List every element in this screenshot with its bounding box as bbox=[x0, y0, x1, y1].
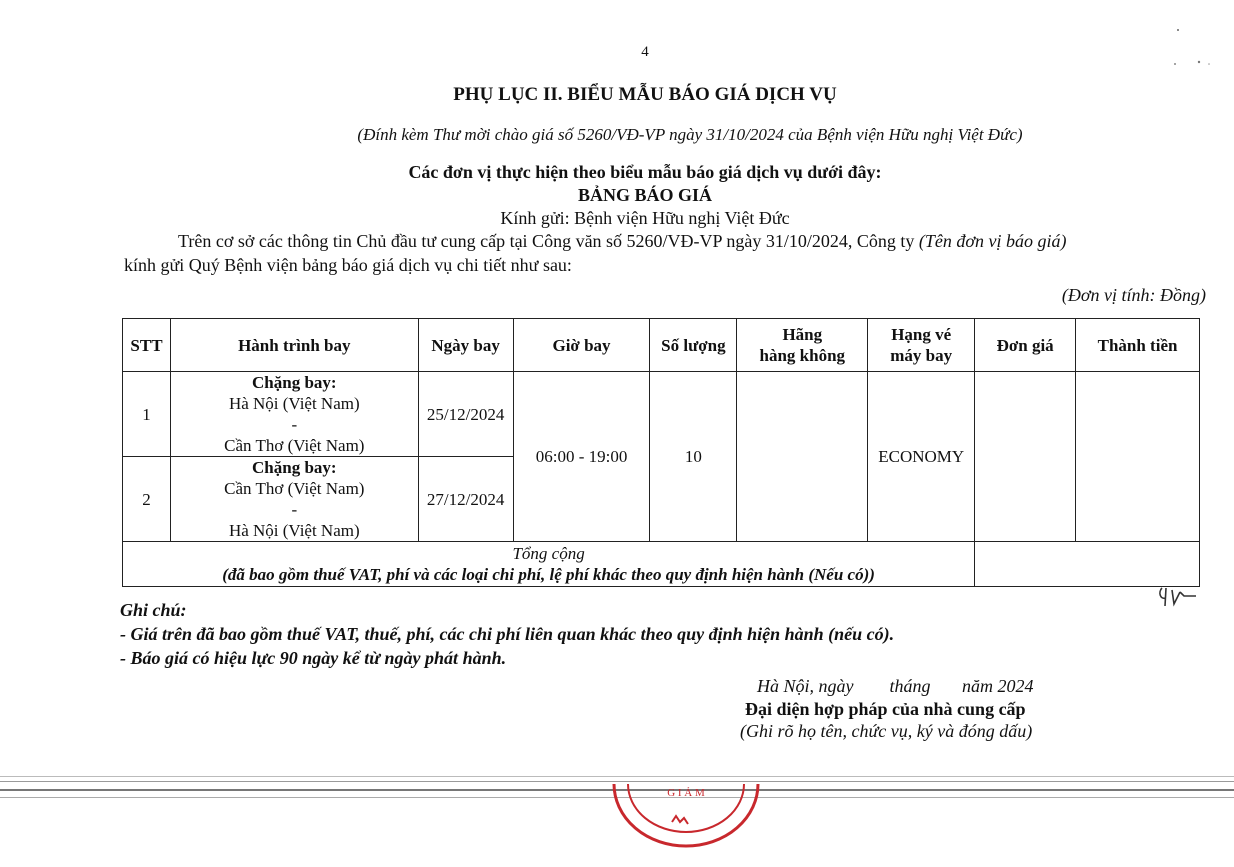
page-number: 4 bbox=[641, 44, 649, 60]
intro-company-placeholder: (Tên đơn vị báo giá) bbox=[918, 231, 1067, 251]
leg-label: Chặng bay: bbox=[252, 373, 337, 392]
scan-specks bbox=[1165, 22, 1215, 72]
total-label: Tổng cộng bbox=[512, 544, 585, 563]
place-date-line: Hà Nội, ngày tháng năm 2024 bbox=[757, 676, 1034, 696]
intro-paragraph-line2: kính gửi Quý Bệnh viện bảng báo giá dịch vụ chi tiết như sau: bbox=[124, 255, 572, 275]
shared-class-cell: ECONOMY bbox=[868, 372, 975, 542]
header-ticket-class bbox=[868, 319, 975, 372]
scan-line-1 bbox=[0, 776, 1234, 777]
leg-label: Chặng bay: bbox=[252, 458, 337, 477]
header-quantity: Số lượng bbox=[650, 319, 737, 372]
note-item: - Giá trên đã bao gồm thuế VAT, thuế, phí, các chi phí liên quan khác theo quy định hiện hành (nếu có). bbox=[120, 624, 895, 644]
notes-section bbox=[120, 598, 894, 670]
route-dash: - bbox=[291, 500, 298, 519]
row-date: 27/12/2024 bbox=[418, 457, 513, 542]
currency-unit-note: (Đơn vị tính: Đồng) bbox=[1061, 285, 1206, 305]
header-route: Hành trình bay bbox=[170, 319, 418, 372]
red-stamp bbox=[612, 778, 760, 867]
total-row bbox=[123, 542, 1200, 587]
header-class-line1: Hạng vé bbox=[891, 325, 952, 344]
header-amount: Thành tiền bbox=[1076, 319, 1200, 372]
header-stt: STT bbox=[123, 319, 171, 372]
intro-text: Trên cơ sở các thông tin Chủ đầu tư cung cấp tại Công văn số 5260/VĐ-VP ngày 31/10/2024, Công ty bbox=[178, 231, 919, 251]
amount-cell bbox=[1076, 372, 1200, 542]
header-date: Ngày bay bbox=[418, 319, 513, 372]
unit-price-cell bbox=[975, 372, 1076, 542]
route-from: Hà Nội (Việt Nam) bbox=[228, 394, 360, 413]
form-title: BẢNG BÁO GIÁ bbox=[577, 185, 712, 205]
route-to: Cần Thơ (Việt Nam) bbox=[224, 436, 365, 455]
row-stt: 1 bbox=[123, 372, 171, 457]
header-airline bbox=[737, 319, 868, 372]
header-airline-line1: Hãng bbox=[782, 325, 823, 344]
note-item: - Báo giá có hiệu lực 90 ngày kể từ ngày phát hành. bbox=[120, 648, 507, 668]
row-stt: 2 bbox=[123, 457, 171, 542]
route-to: Hà Nội (Việt Nam) bbox=[228, 521, 360, 540]
representative-title: Đại diện hợp pháp của nhà cung cấp bbox=[745, 699, 1026, 719]
header-time: Giờ bay bbox=[513, 319, 650, 372]
appendix-title: PHỤ LỤC II. BIỂU MẪU BÁO GIÁ DỊCH VỤ bbox=[453, 84, 837, 105]
shared-time-cell: 06:00 - 19:00 bbox=[513, 372, 650, 542]
header-class-line2: máy bay bbox=[890, 346, 953, 365]
instruction-heading: Các đơn vị thực hiện theo biểu mẫu báo giá dịch vụ dưới đây: bbox=[408, 162, 882, 182]
table-row bbox=[123, 372, 1200, 457]
total-note: (đã bao gồm thuế VAT, phí và các loại chi phí, lệ phí khác theo quy định hiện hành (Nếu có)) bbox=[222, 565, 875, 584]
stamp-fragment-text: G I Ả M bbox=[667, 787, 705, 799]
route-from: Cần Thơ (Việt Nam) bbox=[224, 479, 365, 498]
total-label-cell bbox=[123, 542, 975, 587]
table-header-row bbox=[123, 319, 1200, 372]
row-date: 25/12/2024 bbox=[418, 372, 513, 457]
addressee: Kính gửi: Bệnh viện Hữu nghị Việt Đức bbox=[500, 208, 790, 228]
total-value-cell bbox=[975, 542, 1200, 587]
quote-table bbox=[122, 318, 1200, 587]
header-airline-line2: hàng không bbox=[759, 346, 846, 365]
attachment-note: (Đính kèm Thư mời chào giá số 5260/VĐ-VP ngày 31/10/2024 của Bệnh viện Hữu nghị Việt Đức) bbox=[357, 125, 1023, 144]
route-dash: - bbox=[291, 415, 298, 434]
airline-cell bbox=[737, 372, 868, 542]
notes-title: Ghi chú: bbox=[120, 600, 187, 620]
row-route bbox=[170, 372, 418, 457]
initials-mark bbox=[1156, 584, 1200, 614]
shared-quantity-cell: 10 bbox=[650, 372, 737, 542]
header-unit-price: Đơn giá bbox=[975, 319, 1076, 372]
signature-instruction: (Ghi rõ họ tên, chức vụ, ký và đóng dấu) bbox=[740, 721, 1033, 741]
intro-paragraph-line1 bbox=[178, 231, 1067, 252]
row-route bbox=[170, 457, 418, 542]
